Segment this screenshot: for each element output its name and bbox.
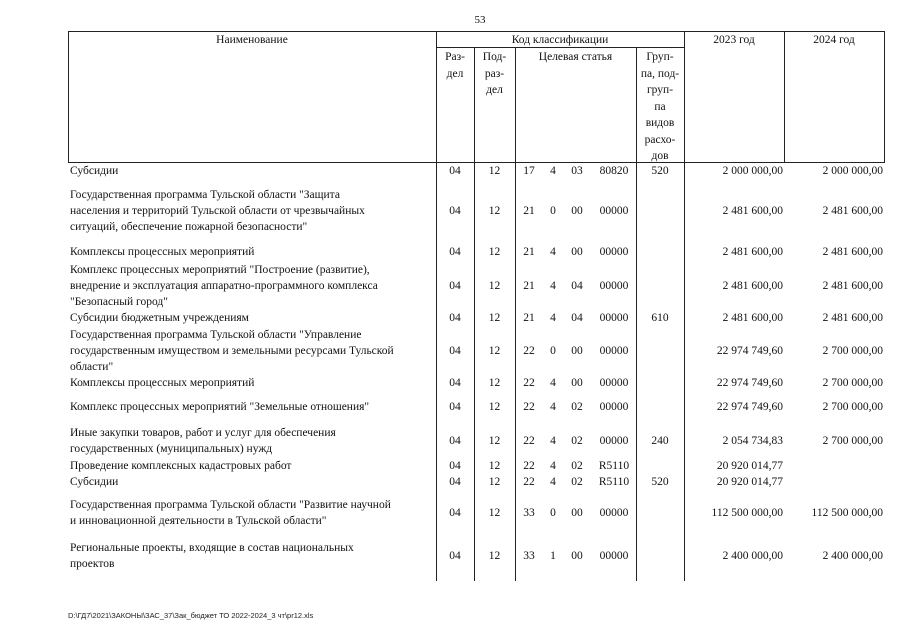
- razdel-cell: 04: [449, 377, 461, 389]
- podrazdel-cell: 12: [488, 246, 501, 258]
- row-name-line: Субсидии: [70, 476, 119, 488]
- amount-2023-cell: 2 400 000,00: [722, 550, 783, 562]
- header-target: Целевая статья: [538, 51, 613, 63]
- col-divider-group: [684, 31, 685, 581]
- target-event-cell: 00: [571, 205, 583, 217]
- amount-2024-cell: 2 481 600,00: [822, 205, 883, 217]
- target-program-cell: 21: [523, 280, 535, 292]
- podrazdel-cell: 12: [488, 507, 501, 519]
- row-name-line: Комплекс процессных мероприятий "Земельные отношения": [70, 401, 370, 413]
- header-razdel: Раз- дел: [445, 51, 465, 80]
- target-direction-cell: 00000: [599, 246, 629, 258]
- target-direction-cell: 00000: [599, 280, 629, 292]
- razdel-cell: 04: [449, 165, 461, 177]
- row-name-line: Государственная программа Тульской области "Развитие научной: [70, 499, 391, 511]
- header-group: Груп- па, под- груп- па видов расхо- дов: [640, 51, 680, 162]
- amount-2023-cell: 2 481 600,00: [722, 246, 783, 258]
- target-event-cell: 00: [571, 377, 583, 389]
- row-name-line: Государственная программа Тульской области "Защита: [70, 189, 340, 201]
- amount-2024-cell: 2 000 000,00: [822, 165, 883, 177]
- podrazdel-cell: 12: [488, 345, 501, 357]
- header-name: Наименование: [216, 34, 288, 46]
- target-program-cell: 22: [523, 401, 535, 413]
- amount-2024-cell: 2 700 000,00: [822, 435, 883, 447]
- target-program-cell: 22: [523, 460, 535, 472]
- row-name: [70, 262, 378, 310]
- razdel-cell: 04: [449, 246, 461, 258]
- target-program-cell: 17: [523, 165, 535, 177]
- row-name: [70, 327, 394, 375]
- expense-group-cell: 520: [651, 476, 669, 488]
- target-program-cell: 21: [523, 205, 535, 217]
- target-direction-cell: 00000: [599, 377, 629, 389]
- target-event-cell: 00: [571, 550, 583, 562]
- row-name: [70, 458, 291, 474]
- target-direction-cell: 00000: [599, 401, 629, 413]
- razdel-cell: 04: [449, 476, 461, 488]
- target-program-cell: 21: [523, 312, 535, 324]
- row-name: [70, 497, 391, 529]
- expense-group-cell: 240: [651, 435, 669, 447]
- row-name-line: Иные закупки товаров, работ и услуг для обеспечения: [70, 427, 336, 439]
- row-name: [70, 163, 118, 179]
- row-name-line: внедрение и эксплуатация аппаратно-программного комплекса: [70, 280, 378, 292]
- podrazdel-cell: 12: [488, 401, 501, 413]
- expense-group-cell: 610: [651, 312, 669, 324]
- row-name-line: Комплексы процессных мероприятий: [70, 246, 255, 258]
- row-name-line: государственным имуществом и земельными ресурсами Тульской: [70, 345, 394, 357]
- target-direction-cell: 00000: [599, 205, 629, 217]
- target-program-cell: 33: [523, 507, 535, 519]
- row-name-line: Комплексы процессных мероприятий: [70, 377, 255, 389]
- target-event-cell: 00: [571, 345, 583, 357]
- target-subprogram-cell: 1: [550, 550, 556, 562]
- row-name: [70, 375, 254, 391]
- row-name-line: Субсидии: [70, 165, 119, 177]
- target-subprogram-cell: 4: [550, 280, 556, 292]
- razdel-cell: 04: [449, 401, 461, 413]
- amount-2024-cell: 2 700 000,00: [822, 401, 883, 413]
- amount-2024-cell: 112 500 000,00: [811, 507, 883, 519]
- target-subprogram-cell: 4: [550, 401, 556, 413]
- file-path-footer: D:\ГД7\2021\ЗАКОНЫ\ЗАС_37\Зак_бюджет ТО 2022-2024_3 чт\pr12.xls: [68, 611, 314, 620]
- amount-2023-cell: 2 481 600,00: [722, 205, 783, 217]
- razdel-cell: 04: [449, 345, 461, 357]
- target-direction-cell: 00000: [599, 345, 629, 357]
- podrazdel-cell: 12: [488, 205, 501, 217]
- amount-2023-cell: 20 920 014,77: [716, 460, 783, 472]
- row-name-line: области": [70, 361, 114, 373]
- target-program-cell: 22: [523, 345, 535, 357]
- target-direction-cell: R5110: [598, 476, 630, 488]
- razdel-cell: 04: [449, 312, 461, 324]
- target-program-cell: 22: [523, 476, 535, 488]
- amount-2024-cell: 2 481 600,00: [822, 246, 883, 258]
- target-program-cell: 22: [523, 377, 535, 389]
- target-subprogram-cell: 4: [550, 165, 556, 177]
- row-name: [70, 474, 118, 490]
- amount-2023-cell: 2 054 734,83: [722, 435, 783, 447]
- amount-2024-cell: 2 481 600,00: [822, 280, 883, 292]
- amount-2023-cell: 20 920 014,77: [716, 476, 783, 488]
- amount-2023-cell: 112 500 000,00: [711, 507, 783, 519]
- target-direction-cell: 00000: [599, 312, 629, 324]
- header-year-2024: 2024 год: [813, 34, 855, 46]
- amount-2024-cell: 2 700 000,00: [822, 377, 883, 389]
- row-name-line: населения и территорий Тульской области от чрезвычайных: [70, 205, 365, 217]
- amount-2024-cell: 2 700 000,00: [822, 345, 883, 357]
- target-event-cell: 03: [571, 165, 583, 177]
- row-name-line: Государственная программа Тульской области "Управление: [70, 329, 362, 341]
- target-subprogram-cell: 4: [550, 312, 556, 324]
- header-classification: Код классификации: [511, 34, 609, 46]
- row-name: [70, 540, 354, 572]
- row-name-line: Комплекс процессных мероприятий "Построение (развитие),: [70, 264, 370, 276]
- target-subprogram-cell: 4: [550, 246, 556, 258]
- row-name-line: Проведение комплексных кадастровых работ: [70, 460, 292, 472]
- podrazdel-cell: 12: [488, 377, 501, 389]
- target-event-cell: 02: [571, 435, 583, 447]
- target-direction-cell: 00000: [599, 435, 629, 447]
- razdel-cell: 04: [449, 550, 461, 562]
- target-direction-cell: R5110: [598, 460, 630, 472]
- amount-2023-cell: 2 000 000,00: [722, 165, 783, 177]
- podrazdel-cell: 12: [488, 312, 501, 324]
- amount-2024-cell: 2 481 600,00: [822, 312, 883, 324]
- row-name-line: Субсидии бюджетным учреждениям: [70, 312, 249, 324]
- podrazdel-cell: 12: [488, 165, 501, 177]
- razdel-cell: 04: [449, 507, 461, 519]
- row-name-line: проектов: [70, 558, 115, 570]
- target-subprogram-cell: 0: [550, 205, 556, 217]
- amount-2023-cell: 22 974 749,60: [716, 377, 783, 389]
- target-program-cell: 21: [523, 246, 535, 258]
- row-name: [70, 399, 369, 415]
- target-subprogram-cell: 4: [550, 460, 556, 472]
- row-name-line: и инновационной деятельности в Тульской области": [70, 515, 327, 527]
- target-program-cell: 33: [523, 550, 535, 562]
- target-event-cell: 00: [571, 246, 583, 258]
- target-event-cell: 02: [571, 476, 583, 488]
- target-subprogram-cell: 4: [550, 476, 556, 488]
- target-subprogram-cell: 0: [550, 507, 556, 519]
- target-event-cell: 04: [571, 312, 583, 324]
- target-program-cell: 22: [523, 435, 535, 447]
- header-podrazdel: Под- раз- дел: [482, 51, 507, 96]
- target-direction-cell: 00000: [599, 550, 629, 562]
- razdel-cell: 04: [449, 205, 461, 217]
- target-direction-cell: 00000: [599, 507, 629, 519]
- target-subprogram-cell: 0: [550, 345, 556, 357]
- expense-group-cell: 520: [651, 165, 669, 177]
- razdel-cell: 04: [449, 435, 461, 447]
- row-name: [70, 244, 254, 260]
- table-left-border: [68, 31, 69, 163]
- row-name: [70, 310, 249, 326]
- row-name-line: "Безопасный город": [70, 296, 168, 308]
- target-direction-cell: 80820: [599, 165, 629, 177]
- target-event-cell: 02: [571, 401, 583, 413]
- header-year-2023: 2023 год: [713, 34, 755, 46]
- row-name-line: Региональные проекты, входящие в состав национальных: [70, 542, 354, 554]
- razdel-cell: 04: [449, 280, 461, 292]
- podrazdel-cell: 12: [488, 460, 501, 472]
- podrazdel-cell: 12: [488, 435, 501, 447]
- target-subprogram-cell: 4: [550, 377, 556, 389]
- podrazdel-cell: 12: [488, 280, 501, 292]
- target-event-cell: 04: [571, 280, 583, 292]
- amount-2023-cell: 22 974 749,60: [716, 401, 783, 413]
- amount-2023-cell: 2 481 600,00: [722, 312, 783, 324]
- amount-2023-cell: 22 974 749,60: [716, 345, 783, 357]
- row-name: [70, 187, 365, 235]
- amount-2023-cell: 2 481 600,00: [722, 280, 783, 292]
- target-event-cell: 00: [571, 507, 583, 519]
- razdel-cell: 04: [449, 460, 461, 472]
- target-subprogram-cell: 4: [550, 435, 556, 447]
- row-name-line: ситуаций, обеспечение пожарной безопасности": [70, 221, 308, 233]
- col-divider-year: [784, 31, 785, 163]
- row-name-line: государственных (муниципальных) нужд: [70, 443, 273, 455]
- podrazdel-cell: 12: [488, 476, 501, 488]
- col-divider-name: [436, 31, 437, 581]
- podrazdel-cell: 12: [488, 550, 501, 562]
- amount-2024-cell: 2 400 000,00: [822, 550, 883, 562]
- page-number: 53: [474, 14, 486, 26]
- row-name: [70, 425, 336, 457]
- table-right-border: [884, 31, 885, 163]
- target-event-cell: 02: [571, 460, 583, 472]
